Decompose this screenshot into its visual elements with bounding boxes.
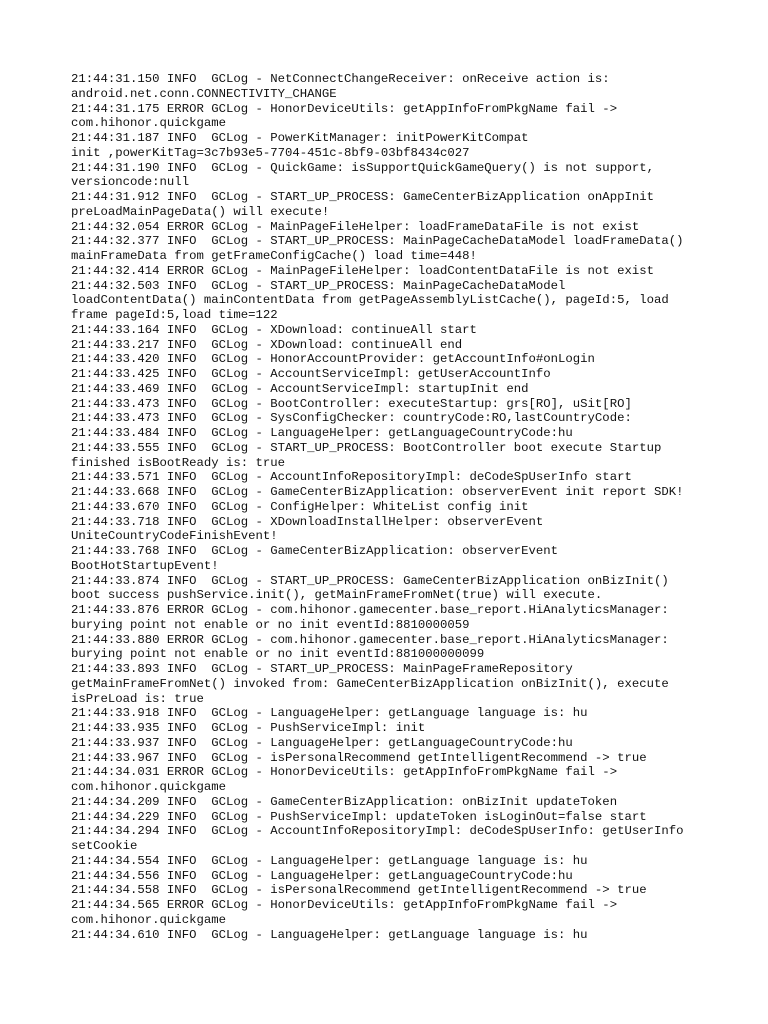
log-line: UniteCountryCodeFinishEvent! (71, 529, 278, 544)
log-line: 21:44:33.935 INFO GCLog - PushServiceImpl: init (71, 721, 426, 735)
log-line: versioncode:null (71, 175, 190, 190)
log-line: 21:44:33.918 INFO GCLog - LanguageHelper: getLanguage language is: hu (71, 706, 588, 721)
log-line: 21:44:33.473 INFO GCLog - BootController: executeStartup: grs[RO], uSit[RO] (71, 396, 632, 411)
log-line: setCookie (71, 839, 138, 853)
log-line: 21:44:33.420 INFO GCLog - HonorAccountProvider: getAccountInfo#onLogin (71, 352, 595, 367)
log-line: 21:44:33.967 INFO GCLog - isPersonalRecommend getIntelligentRecommend -> true (71, 750, 647, 765)
log-line: android.net.conn.CONNECTIVITY_CHANGE (71, 86, 337, 101)
log-line: 21:44:33.718 INFO GCLog - XDownloadInstallHelper: observerEvent (71, 514, 544, 529)
log-line: mainFrameData from getFrameConfigCache() load time=448! (71, 249, 477, 263)
log-line: 21:44:33.880 ERROR GCLog - com.hihonor.gamecenter.base_report.HiAnalyticsManager: (71, 632, 669, 647)
log-line: 21:44:33.876 ERROR GCLog - com.hihonor.gamecenter.base_report.HiAnalyticsManager: (71, 603, 669, 617)
log-line: BootHotStartupEvent! (71, 558, 219, 573)
log-document (71, 72, 731, 942)
log-line: burying point not enable or no init eventId:881000000099 (71, 647, 485, 662)
log-line: boot success pushService.init(), getMainFrameFromNet(true) will execute. (71, 588, 603, 603)
log-line: 21:44:33.555 INFO GCLog - START_UP_PROCESS: BootController boot execute Startup (71, 440, 662, 455)
log-line: 21:44:33.937 INFO GCLog - LanguageHelper: getLanguageCountryCode:hu (71, 735, 573, 750)
log-line: 21:44:32.414 ERROR GCLog - MainPageFileHelper: loadContentDataFile is not exist (71, 263, 654, 278)
log-line: 21:44:31.175 ERROR GCLog - HonorDeviceUtils: getAppInfoFromPkgName fail -> (71, 101, 618, 116)
log-line: 21:44:34.558 INFO GCLog - isPersonalRecommend getIntelligentRecommend -> true (71, 883, 647, 898)
log-line: 21:44:34.229 INFO GCLog - PushServiceImpl: updateToken isLoginOut=false start (71, 809, 647, 824)
log-line: burying point not enable or no init eventId:8810000059 (71, 617, 470, 632)
log-line: 21:44:33.164 INFO GCLog - XDownload: continueAll start (71, 322, 477, 337)
log-line: init ,powerKitTag=3c7b93e5-7704-451c-8bf9-03bf8434c027 (71, 145, 470, 160)
log-line: 21:44:32.054 ERROR GCLog - MainPageFileHelper: loadFrameDataFile is not exist (71, 219, 640, 234)
log-line: 21:44:33.425 INFO GCLog - AccountServiceImpl: getUserAccountInfo (71, 367, 551, 381)
log-line: getMainFrameFromNet() invoked from: GameCenterBizApplication onBizInit(), execute (71, 676, 669, 691)
log-line: 21:44:33.473 INFO GCLog - SysConfigChecker: countryCode:RO,lastCountryCode: (71, 411, 632, 426)
log-line: 21:44:33.893 INFO GCLog - START_UP_PROCESS: MainPageFrameRepository (71, 662, 573, 676)
log-line: 21:44:31.150 INFO GCLog - NetConnectChangeReceiver: onReceive action is: (71, 72, 610, 86)
log-line: com.hihonor.quickgame (71, 116, 226, 131)
log-line: 21:44:33.670 INFO GCLog - ConfigHelper: WhiteList config init (71, 499, 529, 514)
log-line: 21:44:34.209 INFO GCLog - GameCenterBizApplication: onBizInit updateToken (71, 794, 618, 809)
log-line: 21:44:33.484 INFO GCLog - LanguageHelper: getLanguageCountryCode:hu (71, 426, 573, 440)
log-line: com.hihonor.quickgame (71, 780, 226, 794)
log-line: frame pageId:5,load time=122 (71, 308, 278, 322)
log-line: 21:44:34.031 ERROR GCLog - HonorDeviceUtils: getAppInfoFromPkgName fail -> (71, 765, 618, 780)
log-line: com.hihonor.quickgame (71, 912, 226, 927)
log-line: 21:44:34.556 INFO GCLog - LanguageHelper: getLanguageCountryCode:hu (71, 868, 573, 883)
log-line: 21:44:33.768 INFO GCLog - GameCenterBizApplication: observerEvent (71, 544, 559, 558)
log-line: 21:44:31.912 INFO GCLog - START_UP_PROCESS: GameCenterBizApplication onAppInit (71, 190, 654, 204)
log-line: 21:44:32.377 INFO GCLog - START_UP_PROCESS: MainPageCacheDataModel loadFrameData() (71, 234, 684, 249)
log-line: 21:44:34.554 INFO GCLog - LanguageHelper: getLanguage language is: hu (71, 853, 588, 868)
log-line: loadContentData() mainContentData from getPageAssemblyListCache(), pageId:5, load (71, 293, 669, 308)
log-line: 21:44:31.187 INFO GCLog - PowerKitManager: initPowerKitCompat (71, 131, 529, 145)
log-line: 21:44:34.294 INFO GCLog - AccountInfoRepositoryImpl: deCodeSpUserInfo: getUserInfo (71, 824, 684, 839)
log-line: preLoadMainPageData() will execute! (71, 204, 330, 219)
log-line: 21:44:33.469 INFO GCLog - AccountServiceImpl: startupInit end (71, 381, 529, 396)
log-line: 21:44:33.217 INFO GCLog - XDownload: continueAll end (71, 337, 463, 352)
log-line: 21:44:32.503 INFO GCLog - START_UP_PROCESS: MainPageCacheDataModel (71, 278, 566, 293)
log-line: 21:44:33.668 INFO GCLog - GameCenterBizApplication: observerEvent init report SDK! (71, 485, 684, 499)
log-line: 21:44:34.565 ERROR GCLog - HonorDeviceUtils: getAppInfoFromPkgName fail -> (71, 898, 618, 912)
log-line: 21:44:33.874 INFO GCLog - START_UP_PROCESS: GameCenterBizApplication onBizInit() (71, 573, 669, 588)
log-line: isPreLoad is: true (71, 691, 204, 706)
log-line: 21:44:31.190 INFO GCLog - QuickGame: isSupportQuickGameQuery() is not support, (71, 160, 654, 175)
log-line: 21:44:34.610 INFO GCLog - LanguageHelper: getLanguage language is: hu (71, 927, 588, 942)
log-line: 21:44:33.571 INFO GCLog - AccountInfoRepositoryImpl: deCodeSpUserInfo start (71, 470, 632, 485)
log-line: finished isBootReady is: true (71, 455, 286, 470)
